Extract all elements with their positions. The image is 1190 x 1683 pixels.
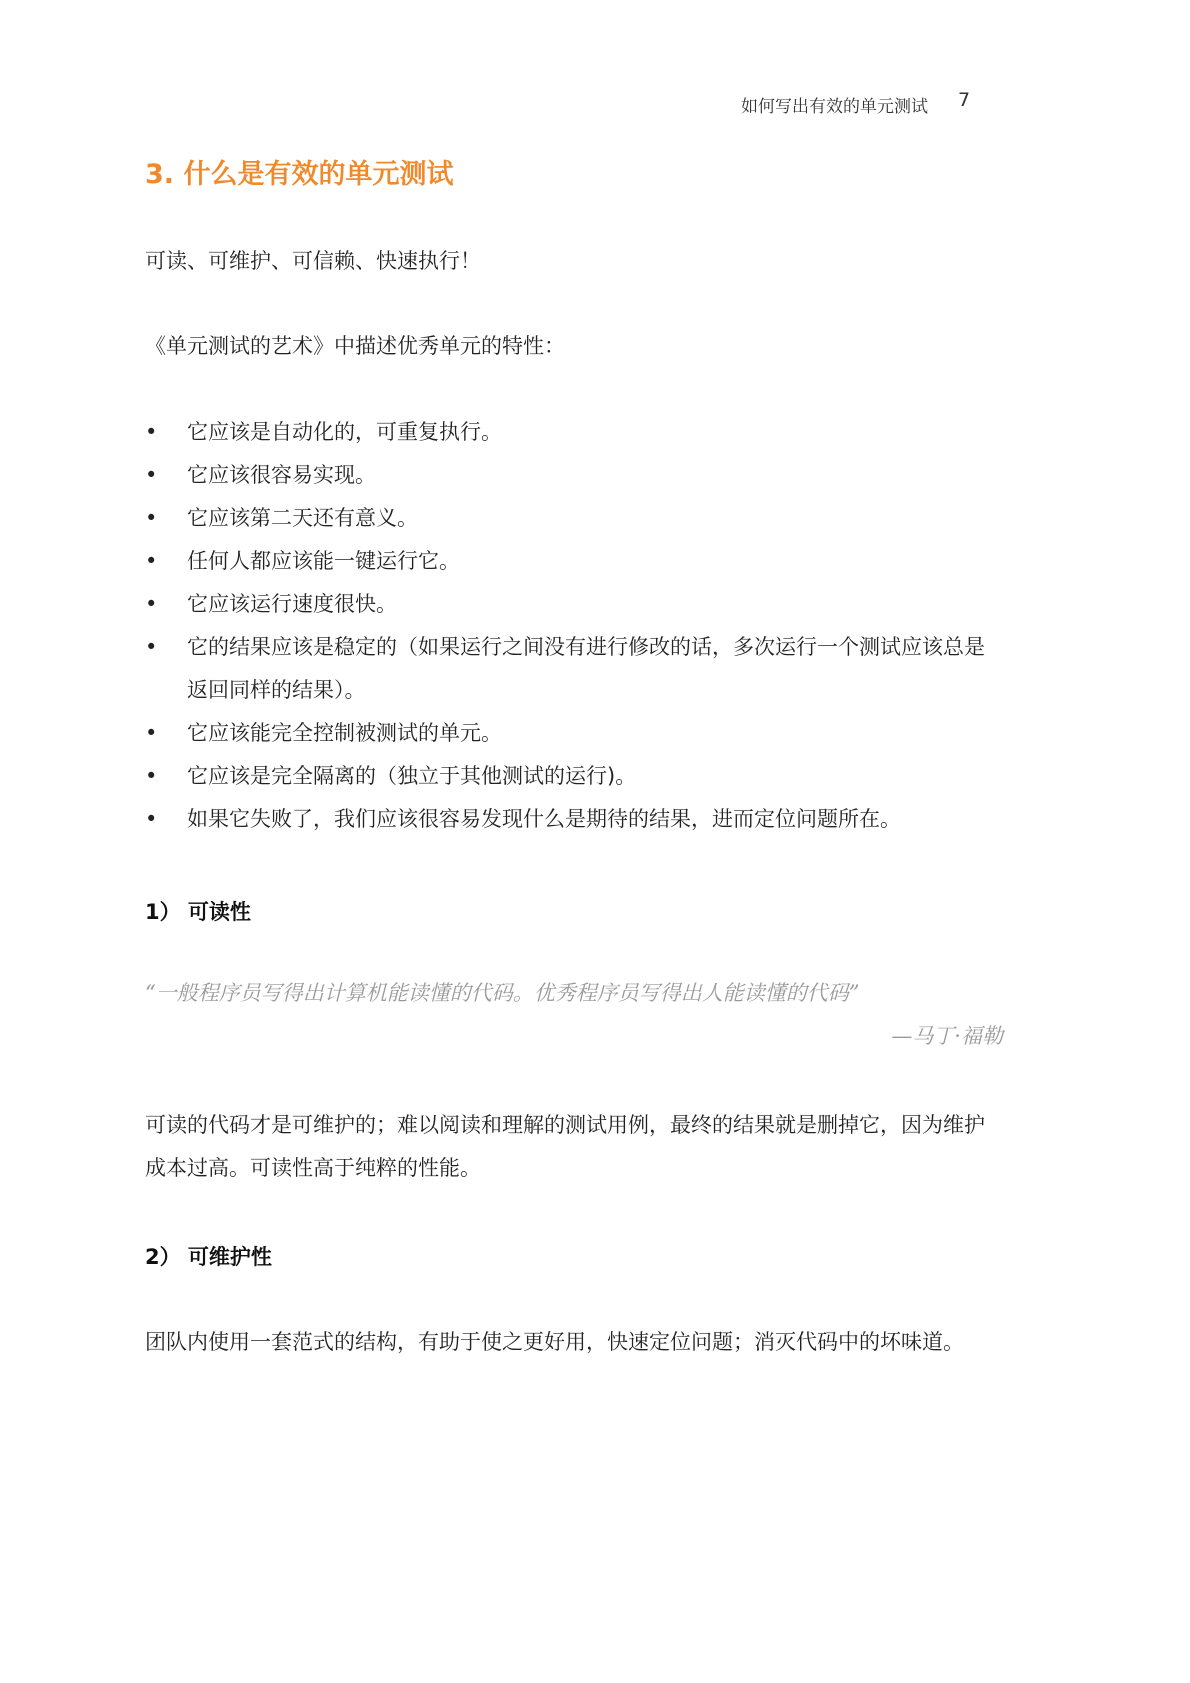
characteristics-list <box>145 411 1003 841</box>
list-item-text: 它应该是自动化的，可重复执行。 <box>187 420 502 444</box>
section-title: 3. 什么是有效的单元测试 <box>145 159 454 190</box>
list-item <box>145 497 1003 540</box>
bullet-icon: • <box>145 506 158 530</box>
readability-paragraph: 可读的代码才是可维护的；难以阅读和理解的测试用例，最终的结果就是删掉它，因为维护成本过高。可读性高于纯粹的性能。 <box>145 1113 985 1180</box>
book-intro-paragraph: 《单元测试的艺术》中描述优秀单元的特性： <box>145 334 565 358</box>
bullet-icon: • <box>145 807 158 831</box>
maintainability-paragraph: 团队内使用一套范式的结构，有助于使之更好用，快速定位问题；消灭代码中的坏味道。 <box>145 1330 964 1354</box>
list-item <box>145 411 1003 454</box>
list-item <box>145 712 1003 755</box>
list-item <box>145 755 1003 798</box>
bullet-icon: • <box>145 592 158 616</box>
quote-block <box>145 972 1003 1058</box>
list-item <box>145 454 1003 497</box>
bullet-icon: • <box>145 635 158 659</box>
page-number: 7 <box>958 89 971 111</box>
list-item-text: 它应该运行速度很快。 <box>187 592 397 616</box>
running-title: 如何写出有效的单元测试 <box>741 97 928 117</box>
list-item <box>145 583 1003 626</box>
bullet-icon: • <box>145 549 158 573</box>
list-item-text: 如果它失败了，我们应该很容易发现什么是期待的结果，进而定位问题所在。 <box>187 807 901 831</box>
list-item-text: 它应该第二天还有意义。 <box>187 506 418 530</box>
bullet-icon: • <box>145 463 158 487</box>
list-item-text: 它应该很容易实现。 <box>187 463 376 487</box>
list-item <box>145 626 1003 712</box>
bullet-icon: • <box>145 721 158 745</box>
bullet-icon: • <box>145 764 158 788</box>
list-item <box>145 798 1003 841</box>
list-item-text: 它的结果应该是稳定的（如果运行之间没有进行修改的话，多次运行一个测试应该总是返回同样的结果）。 <box>187 635 985 702</box>
quote-author: —马丁·福勒 <box>891 1024 1003 1048</box>
intro-paragraph: 可读、可维护、可信赖、快速执行！ <box>145 249 481 273</box>
bullet-icon: • <box>145 420 158 444</box>
list-item-text: 它应该能完全控制被测试的单元。 <box>187 721 502 745</box>
maintainability-heading: 2） 可维护性 <box>145 1245 272 1269</box>
quote-text: “一般程序员写得出计算机能读懂的代码。优秀程序员写得出人能读懂的代码” <box>145 981 860 1005</box>
list-item <box>145 540 1003 583</box>
running-header <box>741 89 971 117</box>
list-item-text: 它应该是完全隔离的（独立于其他测试的运行)。 <box>187 764 637 788</box>
readability-heading: 1） 可读性 <box>145 900 251 924</box>
list-item-text: 任何人都应该能一键运行它。 <box>187 549 460 573</box>
